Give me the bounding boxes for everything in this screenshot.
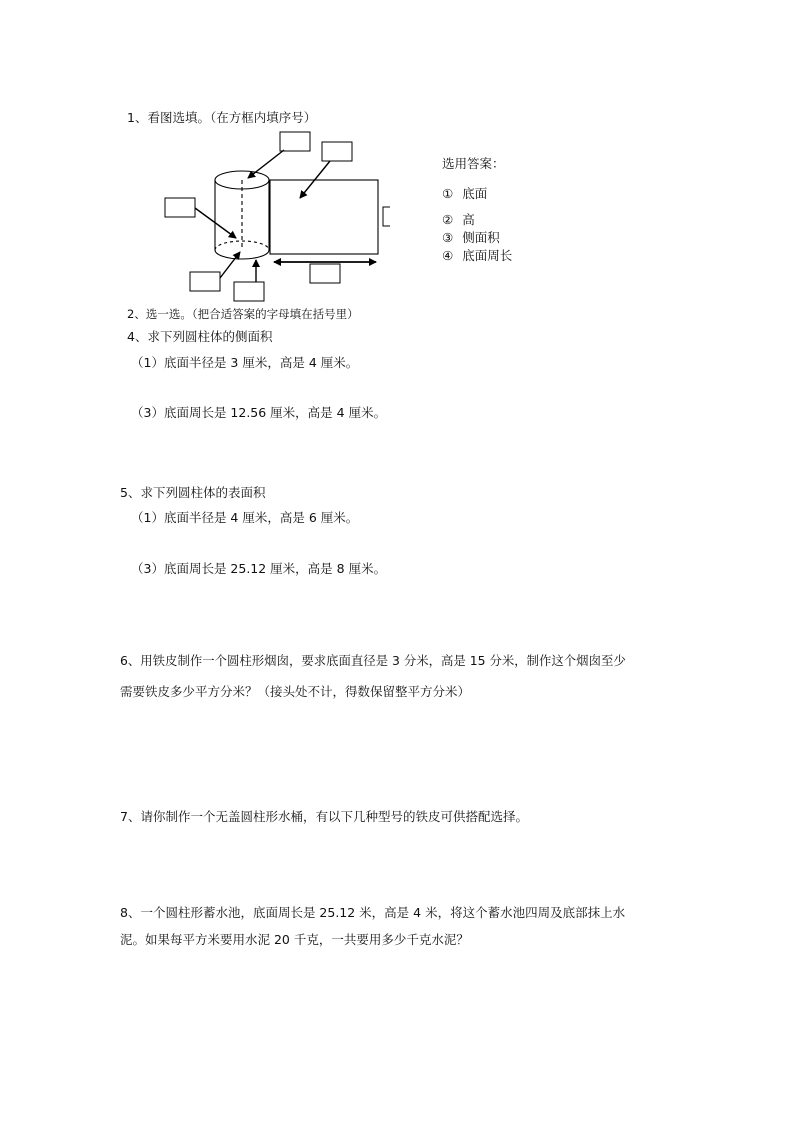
q6-line-1: 6、用铁皮制作一个圆柱形烟囱，要求底面直径是 3 分米，高是 15 分米，制作这个烟囱至少 xyxy=(120,653,626,668)
q4-title: 4、求下列圆柱体的侧面积 xyxy=(127,329,273,344)
q4-item-3: （3）底面周长是 12.56 厘米，高是 4 厘米。 xyxy=(131,405,387,420)
q4-item-1: （1）底面半径是 3 厘米，高是 4 厘米。 xyxy=(131,355,359,370)
answer-options-title: 选用答案： xyxy=(442,156,505,171)
q7-line-1: 7、请你制作一个无盖圆柱形水桶，有以下几种型号的铁皮可供搭配选择。 xyxy=(120,809,528,824)
cylinder-diagram xyxy=(150,128,390,304)
answer-option-4: ④ 底面周长 xyxy=(442,248,513,263)
answer-box-left[interactable] xyxy=(165,198,195,217)
answer-option-2: ② 高 xyxy=(442,212,475,227)
answer-box-height[interactable] xyxy=(383,207,390,226)
q8-line-2: 泥。如果每平方米要用水泥 20 千克，一共要用多少千克水泥？ xyxy=(120,932,469,947)
cylinder-shape xyxy=(215,171,269,259)
q8-line-1: 8、一个圆柱形蓄水池，底面周长是 25.12 米，高是 4 米，将这个蓄水池四周及底部抹上水 xyxy=(120,905,626,920)
q6-line-2: 需要铁皮多少平方分米？（接头处不计，得数保留整平方分米） xyxy=(120,684,471,699)
q1-title: 1、看图选填。（在方框内填序号） xyxy=(127,110,317,125)
answer-box-bottom[interactable] xyxy=(234,282,264,301)
q2-title: 2、选一选。（把合适答案的字母填在括号里） xyxy=(127,307,359,321)
answer-box-top[interactable] xyxy=(280,132,310,151)
answer-option-1: ① 底面 xyxy=(442,186,488,201)
lateral-rectangle xyxy=(270,180,378,254)
q5-item-3: （3）底面周长是 25.12 厘米，高是 8 厘米。 xyxy=(131,561,387,576)
q5-title: 5、求下列圆柱体的表面积 xyxy=(120,485,266,500)
dimension-arrows xyxy=(274,182,390,262)
answer-option-3: ③ 侧面积 xyxy=(442,230,500,245)
answer-box-width[interactable] xyxy=(310,264,340,283)
q5-item-1: （1）底面半径是 4 厘米，高是 6 厘米。 xyxy=(131,510,359,525)
answer-box-bottom-left[interactable] xyxy=(190,272,220,291)
answer-box-rect[interactable] xyxy=(322,142,352,161)
